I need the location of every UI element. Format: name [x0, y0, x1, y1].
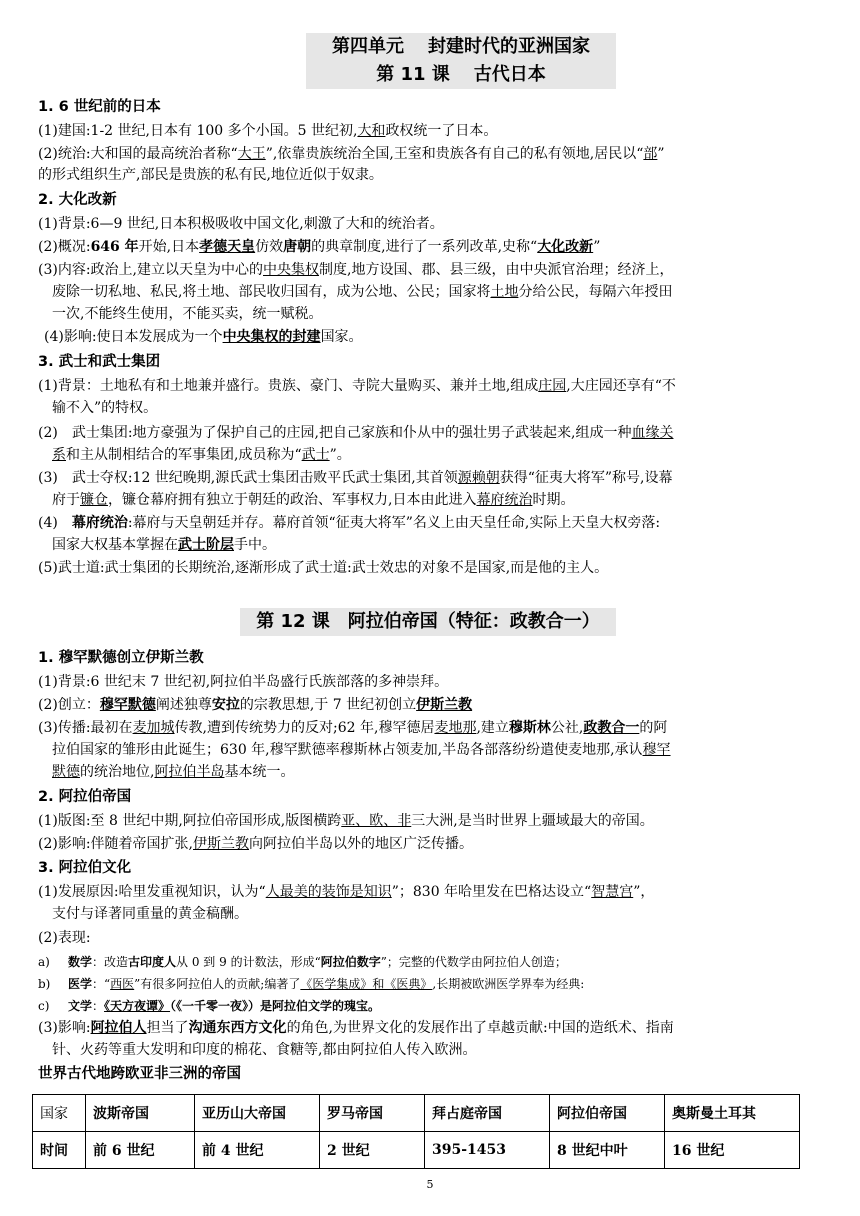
unit-number: 第四单元 [332, 36, 404, 57]
table-cell: 国家 [33, 1095, 86, 1132]
page-number: 5 [426, 1178, 434, 1191]
s3-p5: (5)武士道:武士集团的长期统治,逐渐形成了武士道:武士效忠的对象不是国家,而是他的主人。 [38, 560, 609, 576]
a3-heading: 3. 阿拉伯文化 [38, 860, 132, 876]
a3-item-a: a) 数学：改造古印度人从 0 到 9 的计数法，形成“阿拉伯数字”；完整的代数学由阿拉伯人创造； [38, 955, 567, 969]
a1-heading: 1. 穆罕默德创立伊斯兰教 [38, 650, 204, 666]
a3-p1-line2: 支付与译著同重量的黄金稿酬。 [52, 906, 248, 922]
a3-p1: (1)发展原因:哈里发重视知识，认为“人最美的装饰是知识”；830 年哈里发在巴格达设立“智慧宫”， [38, 884, 655, 900]
table-cell: 时间 [33, 1132, 86, 1169]
table-cell: 罗马帝国 [320, 1095, 425, 1132]
s3-p2: (2) 武士集团:地方豪强为了保护自己的庄园,把自己家族和仆从中的强壮男子武装起来,组成一种血缘关 [38, 425, 674, 441]
a1-p2: (2)创立：穆罕默德阐述独尊安拉的宗教思想,于 7 世纪初创立伊斯兰教 [38, 697, 473, 713]
table-row-country [33, 1095, 800, 1132]
lesson11-number: 第 11 课 [376, 64, 450, 85]
s2-p3: (3)内容:政治上,建立以天皇为中心的中央集权制度,地方设国、郡、县三级，由中央派官治理；经济上， [38, 262, 674, 278]
lesson11-title [306, 61, 616, 89]
lesson12-number: 第 12 课 [256, 611, 330, 632]
s3-p1-line2: 输不入”的特权。 [52, 400, 158, 416]
s3-p4-line2: 国家大权基本掌握在武士阶层手中。 [52, 537, 276, 553]
lesson11-name: 古代日本 [473, 64, 546, 85]
s2-p4: (4)影响:使日本发展成为一个中央集权的封建国家。 [44, 329, 363, 345]
table-cell: 8 世纪中叶 [550, 1132, 665, 1169]
a2-p1: (1)版图:至 8 世纪中期,阿拉伯帝国形成,版图横跨亚、欧、非三大洲,是当时世界上疆域最大的帝国。 [38, 813, 654, 829]
a3-item-c: c) 文学：《天方夜谭》（《一千零一夜》）是阿拉伯文学的瑰宝。 [38, 999, 381, 1013]
table-cell: 奥斯曼土耳其 [665, 1095, 800, 1132]
s2-p3-line2: 废除一切私地、私民,将土地、部民收归国有，成为公地、公民；国家将土地分给公民，每隔六年授田 [52, 284, 673, 300]
s3-p2-line2: 系和主从制相结合的军事集团,成员称为“武士”。 [52, 447, 351, 463]
empires-table [32, 1094, 800, 1169]
s3-p4: (4) 幕府统治:幕府与天皇朝廷并存。幕府首领“征夷大将军”名义上由天皇任命,实际上天皇大权旁落: [38, 515, 661, 531]
table-cell: 阿拉伯帝国 [550, 1095, 665, 1132]
s2-p2: (2)概况:646 年开始,日本孝德天皇仿效唐朝的典章制度,进行了一系列改革,史称“大化改新” [38, 239, 601, 255]
s3-p3: (3) 武士夺权:12 世纪晚期,源氏武士集团击败平氏武士集团,其首领源赖朝获得“征夷大将军”称号,设幕 [38, 470, 673, 486]
a2-p2: (2)影响:伴随着帝国扩张,伊斯兰教向阿拉伯半岛以外的地区广泛传播。 [38, 836, 473, 852]
a1-p1: (1)背景:6 世纪末 7 世纪初,阿拉伯半岛盛行氏族部落的多神崇拜。 [38, 674, 449, 690]
s2-p3-line3: 一次,不能终生使用，不能买卖，统一赋税。 [52, 306, 323, 322]
a3-p3: (3)影响:阿拉伯人担当了沟通东西方文化的角色,为世界文化的发展作出了卓越贡献:中国的造纸术、指南 [38, 1020, 674, 1036]
table-cell: 亚历山大帝国 [195, 1095, 320, 1132]
table-cell: 前 4 世纪 [195, 1132, 320, 1169]
a2-heading: 2. 阿拉伯帝国 [38, 789, 132, 805]
s2-p1: (1)背景:6—9 世纪,日本积极吸收中国文化,刺激了大和的统治者。 [38, 216, 444, 232]
table-cell: 拜占庭帝国 [425, 1095, 550, 1132]
a1-p3-line2: 拉伯国家的雏形由此诞生；630 年,穆罕默德率穆斯林占领麦加,半岛各部落纷纷遣使麦地那,承认穆罕 [52, 742, 671, 758]
a3-p3-line2: 针、火药等重大发明和印度的棉花、食糖等,都由阿拉伯人传入欧洲。 [52, 1042, 477, 1058]
lesson12-title [240, 608, 616, 636]
table-cell: 波斯帝国 [86, 1095, 195, 1132]
s2-heading: 2. 大化改新 [38, 192, 117, 208]
s3-p1: (1)背景：土地私有和土地兼并盛行。贵族、豪门、寺院大量购买、兼并土地,组成庄园,大庄园还享有“不 [38, 378, 676, 394]
a3-p2: (2)表现: [38, 930, 91, 946]
lesson12-name: 阿拉伯帝国（特征：政教合一） [347, 611, 600, 632]
unit-title [306, 33, 616, 61]
unit-name: 封建时代的亚洲国家 [428, 36, 590, 57]
table-title: 世界古代地跨欧亚非三洲的帝国 [38, 1066, 241, 1082]
table-cell: 16 世纪 [665, 1132, 800, 1169]
table-cell: 前 6 世纪 [86, 1132, 195, 1169]
a1-p3: (3)传播:最初在麦加城传教,遭到传统势力的反对;62 年,穆罕德居麦地那,建立穆斯林公社,政教合一的阿 [38, 720, 668, 736]
s1-p1: (1)建国:1-2 世纪,日本有 100 多个小国。5 世纪初,大和政权统一了日本。 [38, 123, 498, 139]
table-cell: 2 世纪 [320, 1132, 425, 1169]
a3-item-b: b) 医学：“西医”有很多阿拉伯人的贡献;编著了《医学集成》和《医典》,长期被欧洲医学界奉为经典: [38, 977, 585, 991]
a1-p3-line3: 默德的统治地位,阿拉伯半岛基本统一。 [52, 764, 295, 780]
s1-heading: 1. 6 世纪前的日本 [38, 99, 161, 115]
s1-p2-line2: 的形式组织生产,部民是贵族的私有民,地位近似于奴隶。 [38, 167, 383, 183]
s3-p3-line2: 府于镰仓，镰仓幕府拥有独立于朝廷的政治、军事权力,日本由此进入幕府统治时期。 [52, 492, 575, 508]
s1-p2: (2)统治:大和国的最高统治者称“大王”,依靠贵族统治全国,王室和贵族各有自己的私有领地,居民以“部” [38, 146, 665, 162]
table-cell: 395-1453 [425, 1132, 550, 1169]
s3-heading: 3. 武士和武士集团 [38, 354, 161, 370]
table-row-time [33, 1132, 800, 1169]
